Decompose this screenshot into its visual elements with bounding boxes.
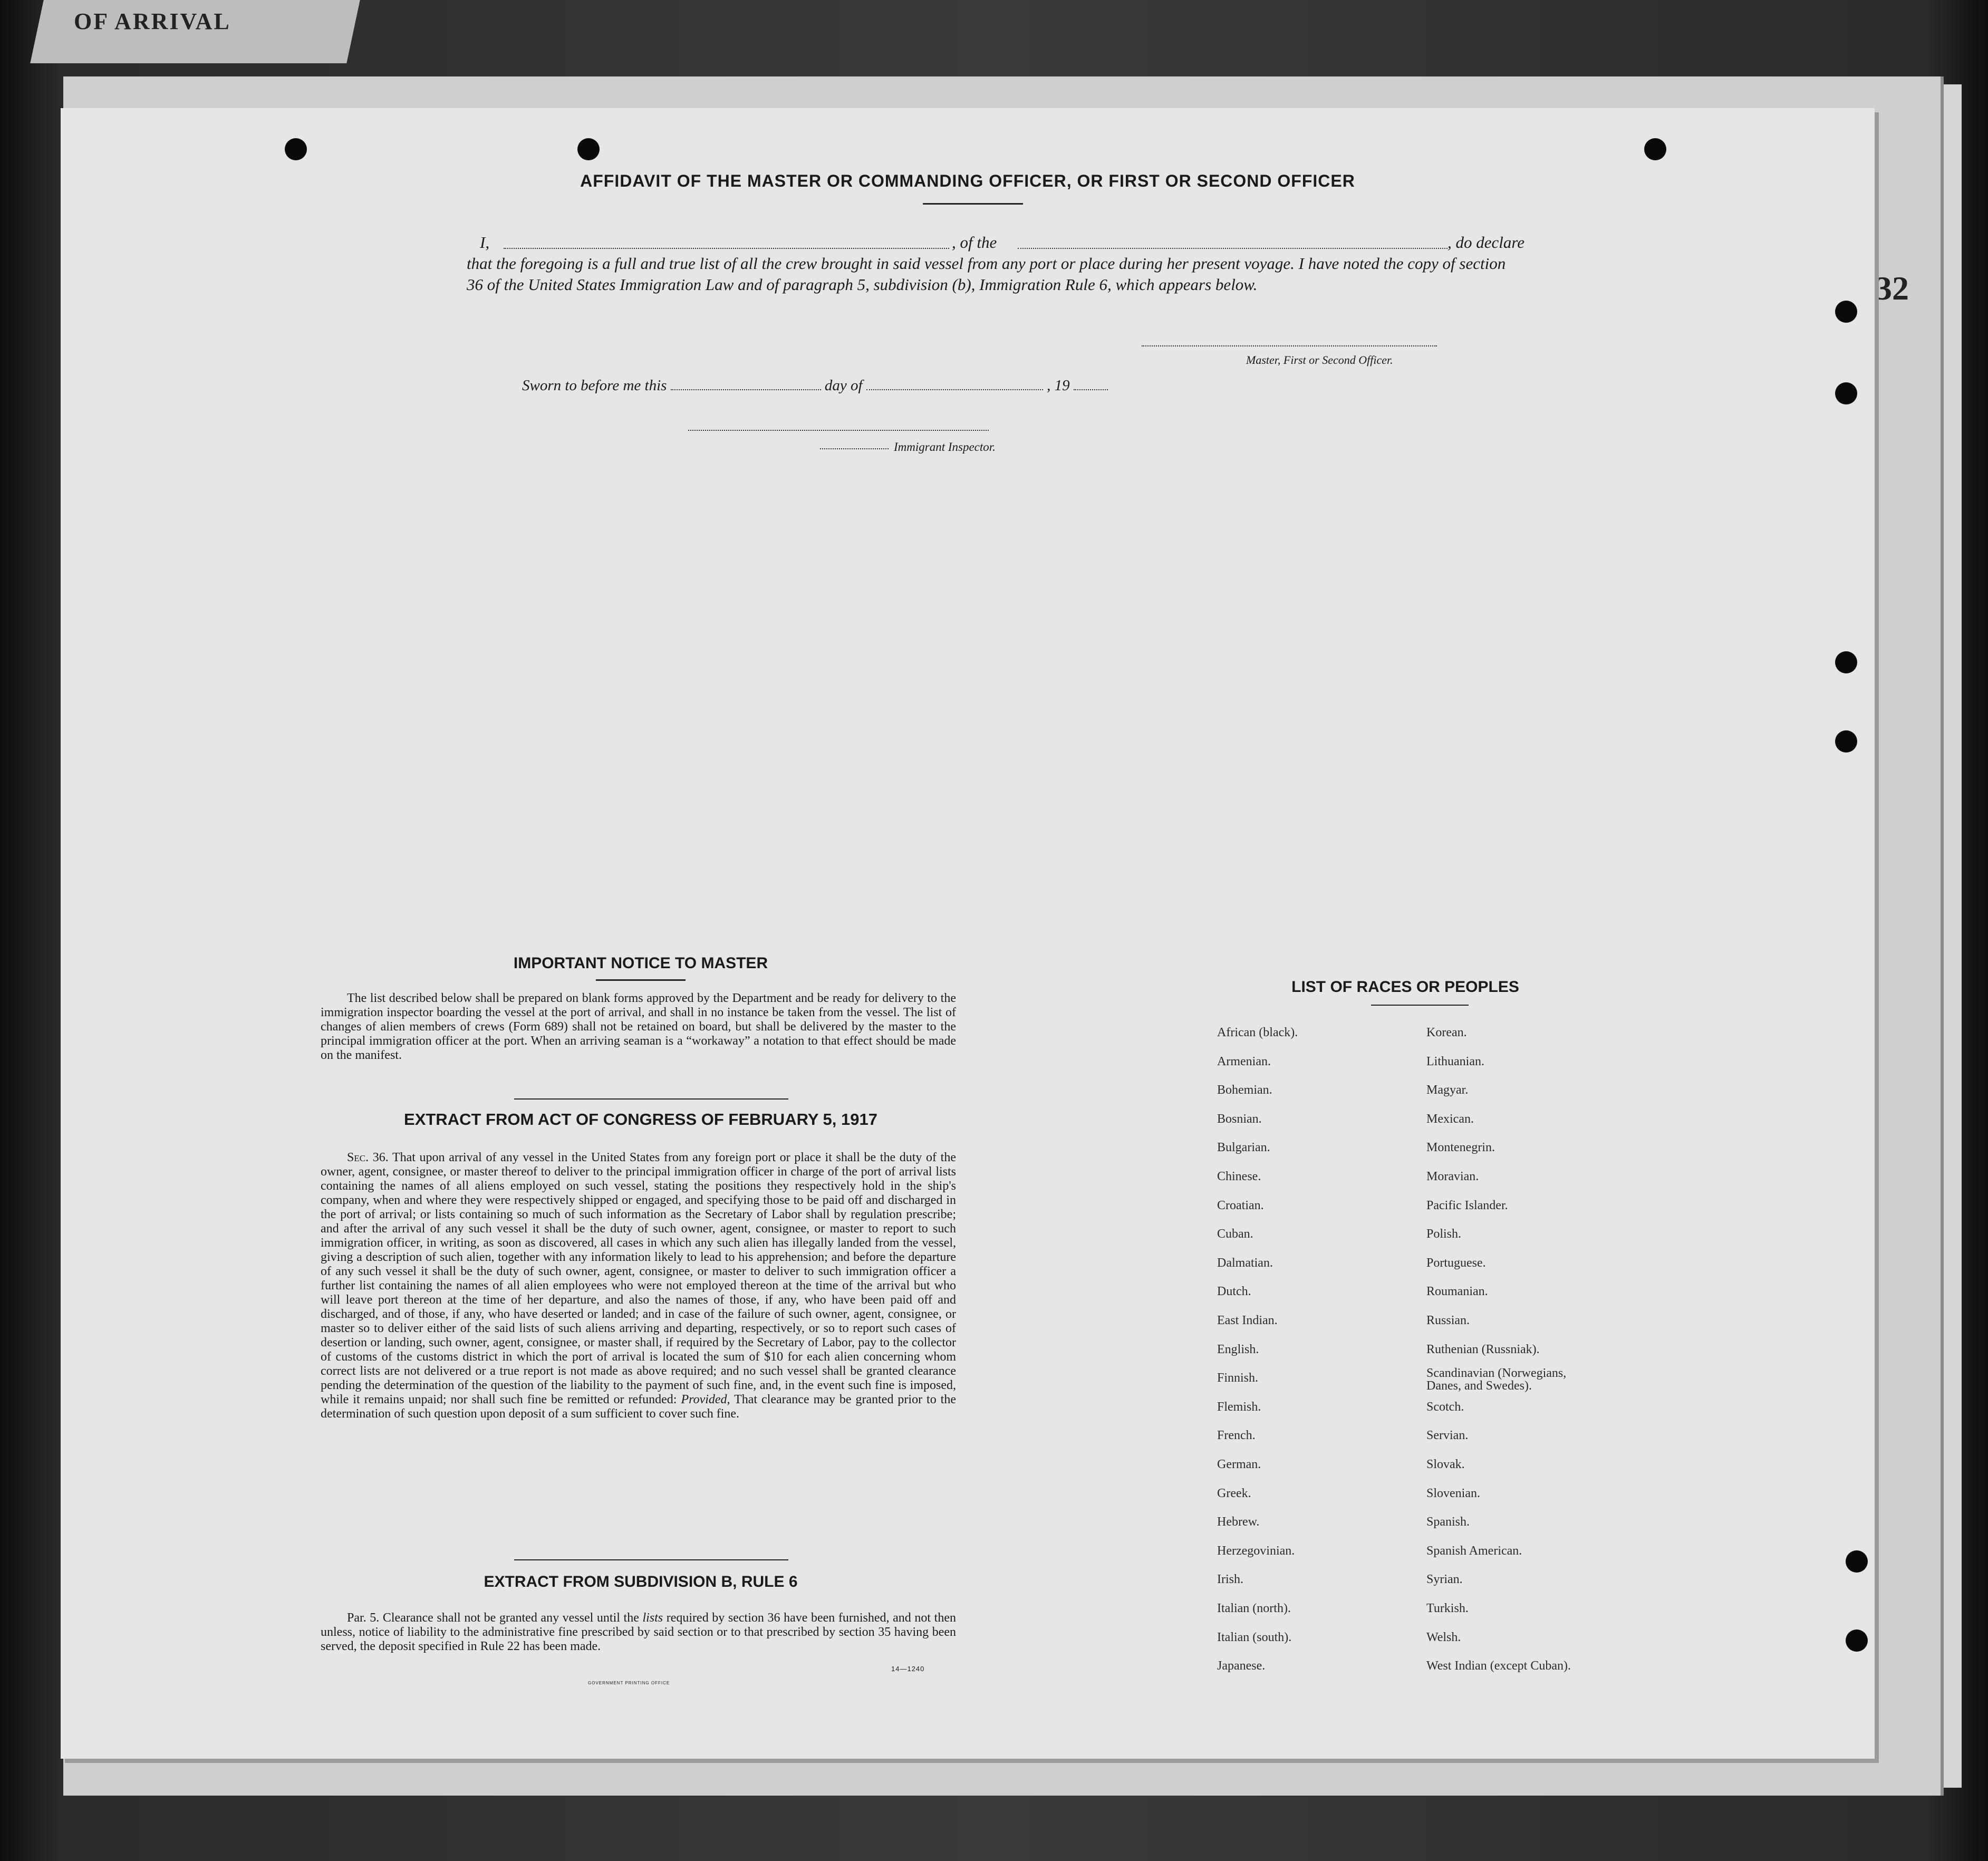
race-item: Ruthenian (Russniak). <box>1426 1342 1540 1356</box>
form-number: 14—1240 <box>891 1665 925 1673</box>
inspector-caption: Immigrant Inspector. <box>894 440 996 454</box>
race-item: Polish. <box>1426 1227 1462 1241</box>
race-item: Lithuanian. <box>1426 1054 1484 1068</box>
binder-hole <box>1644 138 1666 160</box>
binder-hole <box>577 138 600 160</box>
affidavit-declaration <box>467 232 1525 295</box>
race-item: Spanish. <box>1426 1515 1470 1529</box>
race-item: African (black). <box>1217 1026 1298 1039</box>
declaration-i: I, <box>480 233 490 252</box>
race-item: Montenegrin. <box>1426 1141 1495 1155</box>
vessel-field[interactable] <box>1018 236 1447 249</box>
rule-body-end: required by section 36 have been furnished, and not then unless, notice of liability to the administrative fine prescribed by said section or to that prescribed by section 35 having been served, the deposit specified in Rule 22 has been made. <box>321 1611 956 1653</box>
sworn-mid: day of <box>824 377 863 394</box>
sworn-start: Sworn to before me this <box>522 377 667 394</box>
rule-lists: lists <box>642 1611 663 1625</box>
race-item: Pacific Islander. <box>1426 1198 1508 1212</box>
arrival-tab-label: OF ARRIVAL <box>74 8 231 34</box>
corner-number: 32 <box>1875 269 1909 307</box>
act-provided: Provided, <box>681 1393 730 1406</box>
race-item: Bosnian. <box>1217 1112 1262 1126</box>
binder-hole <box>285 138 307 160</box>
race-item: Japanese. <box>1217 1659 1266 1673</box>
binder-hole <box>1835 301 1857 323</box>
binder-hole <box>1835 382 1857 404</box>
race-item: Flemish. <box>1217 1400 1261 1414</box>
sworn-end: , 19 <box>1047 377 1070 394</box>
race-item: Spanish American. <box>1426 1544 1522 1558</box>
race-item: East Indian. <box>1217 1314 1278 1327</box>
race-item: Roumanian. <box>1426 1285 1488 1299</box>
race-item: Dalmatian. <box>1217 1256 1273 1270</box>
race-item: Korean. <box>1426 1026 1467 1039</box>
binder-hole <box>1846 1550 1868 1573</box>
race-item: Russian. <box>1426 1314 1470 1327</box>
declaration-of-the: , of the <box>952 233 997 252</box>
affidavit-title: AFFIDAVIT OF THE MASTER OR COMMANDING OFFICER, OR FIRST OR SECOND OFFICER <box>580 171 1355 190</box>
title-rule <box>923 203 1023 205</box>
race-item: Turkish. <box>1426 1602 1469 1615</box>
officer-caption: Master, First or Second Officer. <box>1246 353 1393 367</box>
notice-rule <box>596 979 686 981</box>
race-item: Servian. <box>1426 1429 1469 1443</box>
races-rule <box>1371 1005 1469 1006</box>
notice-text <box>321 991 956 1063</box>
rule-text <box>321 1611 956 1654</box>
binder-hole <box>1846 1629 1868 1652</box>
act-text <box>321 1151 956 1421</box>
race-item: Slovenian. <box>1426 1486 1480 1500</box>
printer-imprint: GOVERNMENT PRINTING OFFICE <box>588 1681 670 1685</box>
race-item: Herzegovinian. <box>1217 1544 1295 1558</box>
race-item: French. <box>1217 1429 1256 1443</box>
form-sheet <box>61 108 1875 1759</box>
races-title: LIST OF RACES OR PEOPLES <box>1291 978 1519 996</box>
race-item: Greek. <box>1217 1486 1251 1500</box>
race-item: German. <box>1217 1458 1261 1471</box>
race-item: Welsh. <box>1426 1630 1461 1644</box>
binder-hole <box>1835 651 1857 673</box>
section-divider <box>514 1098 788 1100</box>
officer-signature-line[interactable] <box>1142 344 1437 346</box>
month-field[interactable] <box>866 378 1043 390</box>
race-item: West Indian (except Cuban). <box>1426 1659 1571 1673</box>
race-item: Irish. <box>1217 1573 1243 1587</box>
race-item: Italian (south). <box>1217 1630 1292 1644</box>
race-item: Croatian. <box>1217 1198 1264 1212</box>
day-field[interactable] <box>671 378 821 390</box>
race-item: Scotch. <box>1426 1400 1464 1414</box>
rule-title: EXTRACT FROM SUBDIVISION B, RULE 6 <box>484 1573 798 1590</box>
race-item: Bulgarian. <box>1217 1141 1270 1155</box>
race-item: Cuban. <box>1217 1227 1253 1241</box>
inspector-signature-line[interactable] <box>688 429 989 431</box>
race-item: Syrian. <box>1426 1573 1463 1587</box>
name-field[interactable] <box>504 236 949 249</box>
race-item: Hebrew. <box>1217 1515 1260 1529</box>
sworn-line <box>522 377 1108 394</box>
race-item: English. <box>1217 1342 1259 1356</box>
section-divider <box>514 1559 788 1560</box>
race-item: Chinese. <box>1217 1170 1261 1183</box>
race-item: Mexican. <box>1426 1112 1474 1126</box>
act-body-end: That clearance may be granted prior to the determination of such question upon deposit of a sum sufficient to cover such fine. <box>321 1393 957 1421</box>
declaration-end: , do declare <box>1447 233 1525 252</box>
race-item: Finnish. <box>1217 1371 1259 1385</box>
inspector-lead-dots <box>820 447 889 449</box>
race-item: Bohemian. <box>1217 1083 1272 1097</box>
rule-body-start: Par. 5. Clearance shall not be granted any vessel until the <box>347 1611 643 1625</box>
race-item: Portuguese. <box>1426 1256 1486 1270</box>
binder-hole <box>1835 730 1857 753</box>
race-item: Moravian. <box>1426 1170 1479 1183</box>
year-field[interactable] <box>1074 378 1108 390</box>
notice-title: IMPORTANT NOTICE TO MASTER <box>513 954 768 972</box>
act-title: EXTRACT FROM ACT OF CONGRESS OF FEBRUARY 5, 1917 <box>404 1110 877 1129</box>
notice-body: The list described below shall be prepared on blank forms approved by the Department and be ready for delivery to the immigration inspector boarding the vessel at the port of arrival, and shall in no instance be taken from the vessel. The list of changes of alien members of crews (Form 689) shall not be retained on board, but shall be delivered by the master to the principal immigration officer at the port. When an arriving seaman is a “workaway” a notation to that effect should be made on the manifest. <box>321 991 956 1062</box>
race-item: Magyar. <box>1426 1083 1469 1097</box>
act-section: Sec. 36. <box>347 1151 389 1164</box>
race-item: Armenian. <box>1217 1054 1271 1068</box>
act-body: That upon arrival of any vessel in the United States from any foreign port or place it shall be the duty of the owner, agent, consignee, or master thereof to deliver to the principal immigration officer in charge of the port of arrival lists containing the names of all aliens employed on such vessel, stating the positions they respectively hold in the ship's company, when and where they were respectively shipped or engaged, and specifying those to be paid off and discharged in the port of arrival; or lists containing so much of such information as the Secretary of Labor shall by regulation prescribe; and after the arrival of any such vessel it shall be the duty of such owner, agent, consignee, or master to report to such immigration officer, in writing, as soon as discovered, all cases in which any such alien has illegally landed from the vessel, giving a description of such alien, together with any information likely to lead to his apprehension; and before the departure of any such vessel it shall be the duty of such owner, agent, consignee, or master to deliver to such immigration officer a further list containing the names of all alien employees who were not employed thereon at the time of the arrival but who will leave port thereon at the time of her departure, and also the names of those, if any, who have been paid off and discharged, and of those, if any, who have deserted or landed; and in case of the failure of such owner, agent, consignee, or master so to deliver either of the said lists of such aliens arriving and departing, respectively, or so to report such cases of desertion or landing, such owner, agent, consignee, or master shall, if required by the Secretary of Labor, pay to the collector of customs of the customs district in which the port of arrival is located the sum of $10 for each alien concerning whom correct lists are not delivered or a true report is not made as above required; and no such vessel shall be granted clearance pending the determination of the question of the liability to the payment of such fine, and, in the event such fine is imposed, while it remains unpaid; nor shall such fine be remitted or refunded: <box>321 1151 957 1406</box>
race-item: Italian (north). <box>1217 1602 1291 1615</box>
affidavit-body: that the foregoing is a full and true list of all the crew brought in said vessel from any port or place during her present voyage. I have noted the copy of section 36 of the United States Immigration Law and of paragraph 5, subdivision (b), Immigration Rule 6, which appears below. <box>467 254 1506 294</box>
race-item: Slovak. <box>1426 1458 1465 1471</box>
race-item: Scandinavian (Norwegians, Danes, and Swedes). <box>1426 1366 1567 1393</box>
race-item: Dutch. <box>1217 1285 1251 1299</box>
